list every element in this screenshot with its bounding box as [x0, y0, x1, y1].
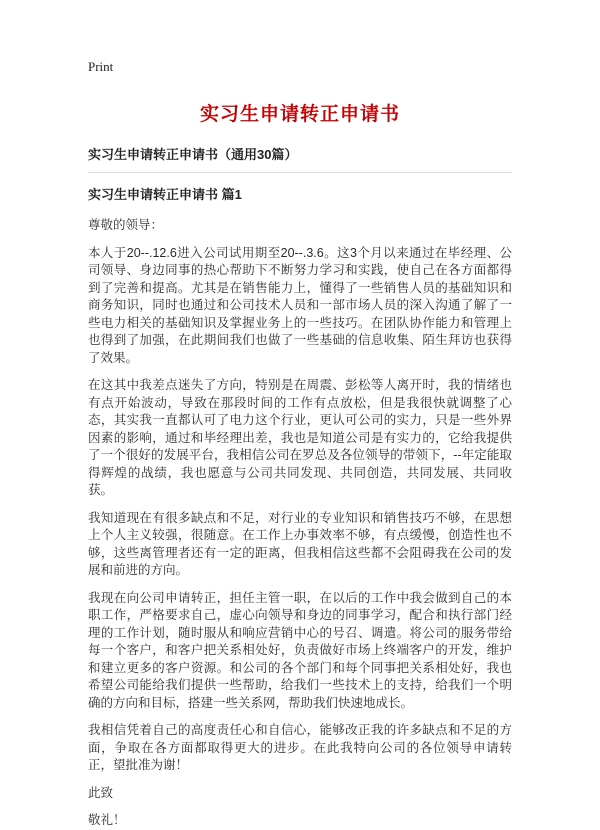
paragraph-2: 在这其中我差点迷失了方向，特别是在周震、彭松等人离开时，我的情绪也有点开始波动，导致在那段时间的工作有点放松，但是我很快就调整了心态，其实我一直都认可了电力这个行业，更认可公司的实力，只是一些外界因素的影响，通过和毕经理出差，我也是知道公司是有实力的，它给我提供了一个很好的发展平台，我相信公司在罗总及各位领导的带领下，--年定能取得辉煌的战绩，我也愿意与公司共同发现、共同创造，共同发展、共同收获。 [88, 378, 512, 497]
closing-line: 此致 [88, 785, 114, 800]
paragraph-1: 本人于20--.12.6进入公司试用期至20--.3.6。这3个月以来通过在毕经理、公司领导、身边同事的热心帮助下不断努力学习和实践，使自己在各方面都得到了完善和提高。尤其是在销售能力上，懂得了一些销售人员的基础知识和商务知识，同时也通过和公司技术人员和一部市场人员的深入沟通了解了一些电力相关的基础知识及掌握业务上的一些技巧。在团队协作能力和管理上也得到了加强，在此期间我们也做了一些基础的信息收集、陌生拜访也获得了效果。 [88, 245, 512, 365]
paragraph-3: 我知道现在有很多缺点和不足，对行业的专业知识和销售技巧不够，在思想上个人主义较强，很随意。在工作上办事效率不够，有点缓慢，创造性也不够，这些离管理者还有一定的距离，但我相信这些都不会阻碍我在公司的发展和前进的方向。 [88, 510, 512, 577]
salutation: 尊敬的领导： [88, 218, 164, 232]
page-title: 实习生申请转正申请书 [199, 104, 400, 125]
print-link[interactable]: Print [88, 59, 114, 74]
salute-line: 敬礼！ [88, 813, 126, 827]
paragraph-4: 我现在向公司申请转正，担任主管一职，在以后的工作中我会做到自己的本职工作，严格要求自己，虚心向领导和身边的同事学习，配合和执行部门经理的工作计划，随时服从和响应营销中心的号召、调遣。将公司的服务带给每一个客户，和客户把关系相处好，负责做好市场上终端客户的开发，维护和建立更多的客户资源。和公司的各个部门和每个同事把关系相处好，我也希望公司能给我们提供一些帮助，给我们一些技术上的支持，给我们一个明确的方向和目标，搭建一些关系网，帮助我们快速地成长。 [88, 590, 512, 710]
section-heading: 实习生申请转正申请书 篇1 [88, 187, 242, 202]
document-subtitle: 实习生申请转正申请书（通用30篇） [88, 144, 512, 173]
paragraph-5: 我相信凭着自己的高度责任心和自信心，能够改正我的许多缺点和不足的方面，争取在各方面都取得更大的进步。在此我特向公司的各位领导申请转正，望批准为谢！ [88, 723, 512, 772]
